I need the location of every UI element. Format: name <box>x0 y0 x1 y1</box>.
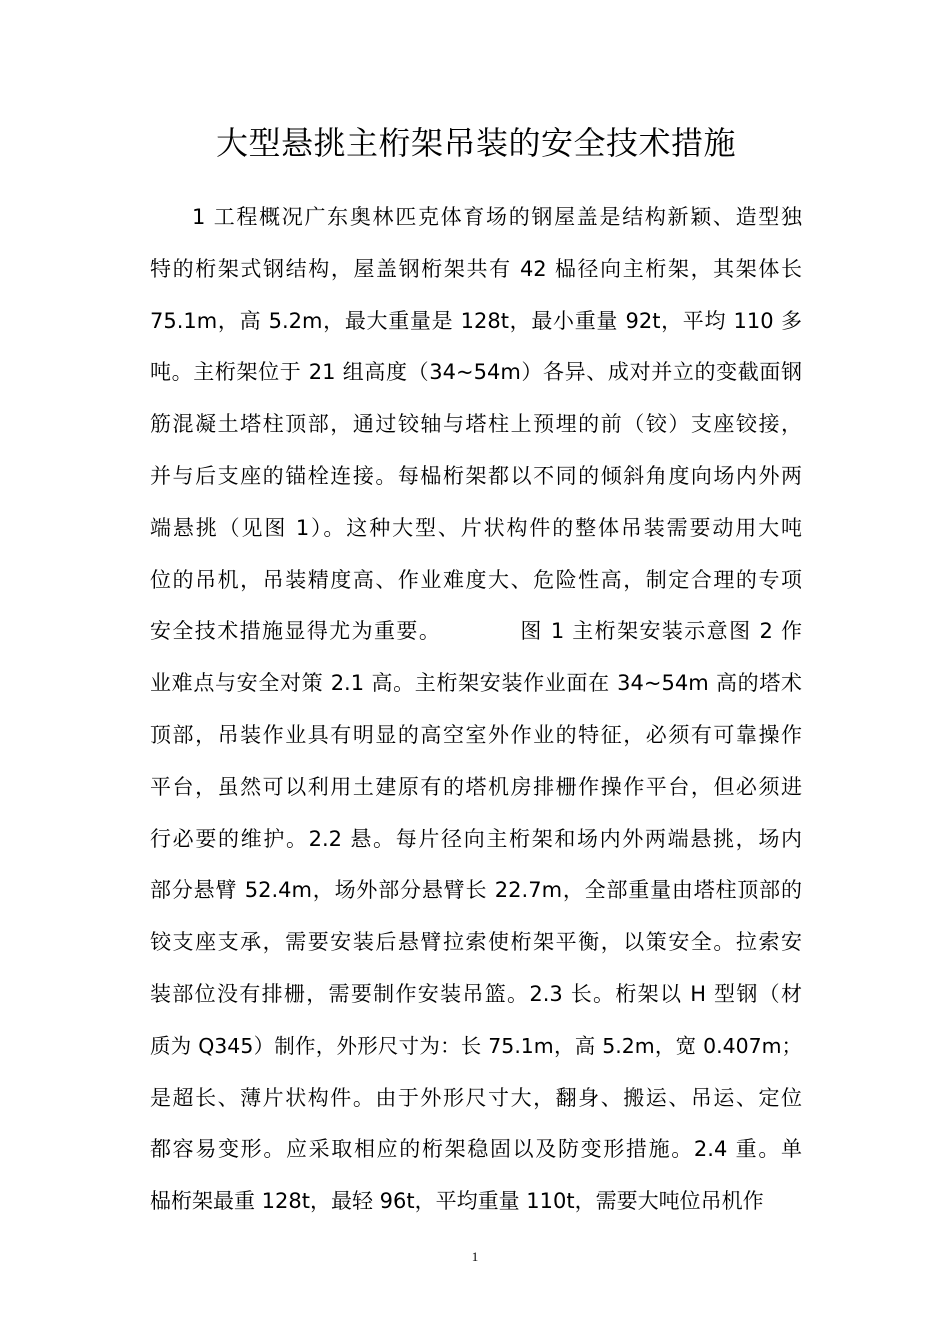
text-line: 筋混凝土塔柱顶部，通过铰轴与塔柱上预埋的前（铰）支座铰接， <box>150 412 802 437</box>
text-line: 是超长、薄片状构件。由于外形尺寸大，翻身、搬运、吊运、定位 <box>150 1085 802 1110</box>
text-line: 75.1m，高 5.2m，最大重量是 128t，最小重量 92t，平均 110 多 <box>150 308 802 333</box>
text-line: 装部位没有排栅，需要制作安装吊篮。2.3 长。桁架以 H 型钢（材 <box>150 981 802 1006</box>
text-line: 顶部，吊装作业具有明显的高空室外作业的特征，必须有可靠操作 <box>150 722 802 747</box>
text-line: 位的吊机，吊装精度高、作业难度大、危险性高，制定合理的专项 <box>150 567 802 592</box>
text-line: 质为 Q345）制作，外形尺寸为：长 75.1m，高 5.2m，宽 0.407m； <box>150 1033 802 1058</box>
text-line: 平台，虽然可以利用土建原有的塔机房排栅作操作平台，但必须进 <box>150 774 802 799</box>
page-number: 1 <box>471 1249 479 1264</box>
text-line: 吨。主桁架位于 21 组高度（34~54m）各异、成对并立的变截面钢 <box>150 360 802 385</box>
text-line: 铰支座支承，需要安装后悬臂拉索使桁架平衡，以策安全。拉索安 <box>150 930 802 955</box>
body-paragraph <box>150 192 802 1228</box>
text-line: 1 工程概况广东奥林匹克体育场的钢屋盖是结构新颖、造型独 <box>192 205 802 229</box>
text-line: 并与后支座的锚栓连接。每榀桁架都以不同的倾斜角度向场内外两 <box>150 463 802 488</box>
text-line: 特的桁架式钢结构，屋盖钢桁架共有 42 榀径向主桁架，其架体长 <box>150 256 802 281</box>
text-line: 部分悬臂 52.4m，场外部分悬臂长 22.7m，全部重量由塔柱顶部的 <box>150 878 802 903</box>
text-line: 榀桁架最重 128t，最轻 96t，平均重量 110t，需要大吨位吊机作 <box>150 1189 764 1214</box>
text-line: 都容易变形。应采取相应的桁架稳固以及防变形措施。2.4 重。单 <box>150 1137 802 1162</box>
text-line: 端悬挑（见图 1）。这种大型、片状构件的整体吊装需要动用大吨 <box>150 515 802 540</box>
text-line: 行必要的维护。2.2 悬。每片径向主桁架和场内外两端悬挑，场内 <box>150 826 802 851</box>
document-title: 大型悬挑主桁架吊装的安全技术措施 <box>215 124 736 162</box>
text-line: 安全技术措施显得尤为重要。 图 1 主桁架安装示意图 2 作 <box>150 619 802 644</box>
text-line: 业难点与安全对策 2.1 高。主桁架安装作业面在 34~54m 高的塔术 <box>150 671 802 696</box>
